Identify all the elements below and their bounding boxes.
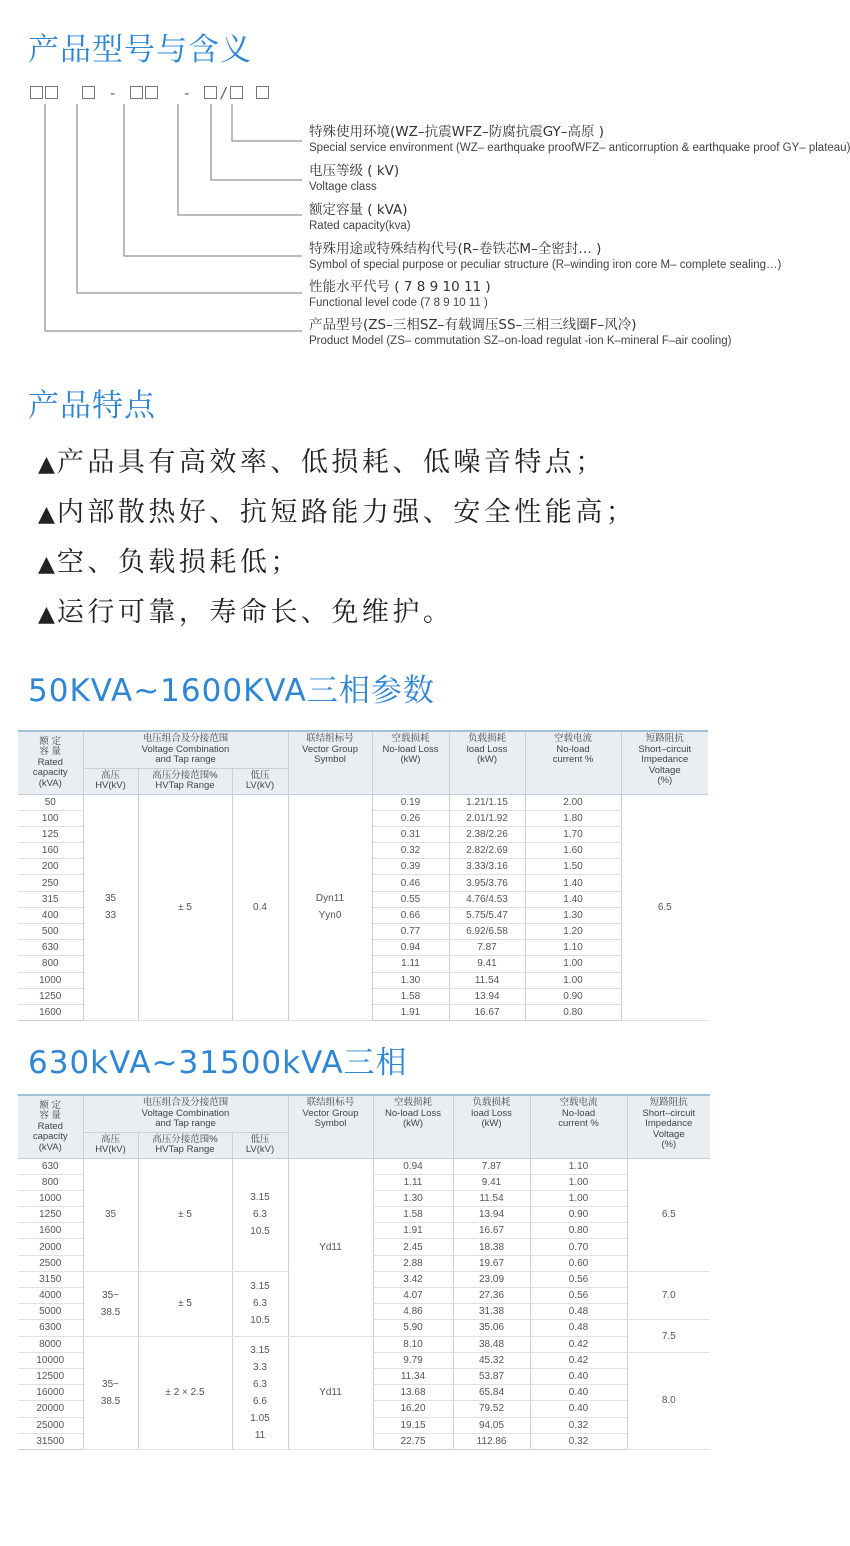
section-title-model: 产品型号与含义 bbox=[28, 32, 252, 68]
cell-no-load-current: 0.90 bbox=[525, 988, 621, 1004]
cell-hv-tap: ± 5 bbox=[138, 1271, 232, 1336]
desc-cn: 性能水平代号 ( 7 8 9 10 11 ) bbox=[309, 279, 491, 295]
cell-no-load-loss: 1.91 bbox=[373, 1223, 453, 1239]
cell-load-loss: 23.09 bbox=[453, 1271, 530, 1287]
cell-no-load-current: 0.48 bbox=[530, 1304, 627, 1320]
cell-no-load-loss: 9.79 bbox=[373, 1352, 453, 1368]
cell-no-load-current: 1.30 bbox=[525, 907, 621, 923]
feature-text: 内部散热好、抗短路能力强、安全性能高； bbox=[56, 497, 637, 528]
col-lv: 低压 LV(kV) bbox=[232, 768, 288, 794]
cell-impedance: 7.0 bbox=[627, 1271, 710, 1320]
cell-hv-tap: ± 2 × 2.5 bbox=[138, 1336, 232, 1449]
desc-cn: 产品型号(ZS–三相SZ–有载调压SS–三相三线圈F–风冷) bbox=[309, 317, 637, 333]
cell-no-load-current: 1.00 bbox=[525, 972, 621, 988]
col-vector: 联结组标号 Vector Group Symbol bbox=[288, 1095, 373, 1158]
cell-capacity: 4000 bbox=[18, 1288, 83, 1304]
cell-no-load-current: 0.56 bbox=[530, 1288, 627, 1304]
section-title-table2: 630kVA~31500kVA三相 bbox=[28, 1045, 408, 1081]
cell-no-load-loss: 1.11 bbox=[372, 956, 449, 972]
feature-item bbox=[38, 443, 636, 493]
cell-hv: 35~ 38.5 bbox=[83, 1336, 138, 1449]
cell-capacity: 12500 bbox=[18, 1368, 83, 1384]
cell-no-load-current: 1.40 bbox=[525, 875, 621, 891]
cell-load-loss: 31.38 bbox=[453, 1304, 530, 1320]
cell-capacity: 630 bbox=[18, 1158, 83, 1174]
cell-no-load-loss: 1.30 bbox=[373, 1190, 453, 1206]
cell-no-load-loss: 0.31 bbox=[372, 826, 449, 842]
code-desc-environment bbox=[309, 124, 850, 156]
cell-capacity: 160 bbox=[18, 843, 83, 859]
code-desc-structure bbox=[309, 241, 782, 273]
cell-no-load-current: 1.40 bbox=[525, 891, 621, 907]
table-row bbox=[18, 1336, 710, 1352]
cell-capacity: 20000 bbox=[18, 1401, 83, 1417]
cell-capacity: 10000 bbox=[18, 1352, 83, 1368]
cell-no-load-current: 1.20 bbox=[525, 924, 621, 940]
cell-capacity: 31500 bbox=[18, 1433, 83, 1449]
col-no-load-current: 空载电流 No-load current % bbox=[525, 731, 621, 794]
cell-load-loss: 112.86 bbox=[453, 1433, 530, 1449]
col-hv-tap: 高压分接范围% HVTap Range bbox=[138, 1132, 232, 1158]
cell-capacity: 1600 bbox=[18, 1004, 83, 1020]
cell-no-load-current: 1.50 bbox=[525, 859, 621, 875]
triangle-bullet-icon: ▲ bbox=[38, 602, 55, 627]
cell-no-load-loss: 11.34 bbox=[373, 1368, 453, 1384]
cell-capacity: 800 bbox=[18, 1174, 83, 1190]
cell-no-load-loss: 2.45 bbox=[373, 1239, 453, 1255]
cell-load-loss: 1.21/1.15 bbox=[449, 794, 525, 810]
col-impedance: 短路阻抗 Short–circuit Impedance Voltage (%) bbox=[621, 731, 708, 794]
cell-capacity: 2000 bbox=[18, 1239, 83, 1255]
feature-item bbox=[38, 543, 636, 593]
cell-no-load-current: 1.10 bbox=[530, 1158, 627, 1174]
cell-no-load-current: 0.80 bbox=[530, 1223, 627, 1239]
desc-en: Rated capacity(kva) bbox=[309, 220, 411, 232]
cell-capacity: 315 bbox=[18, 891, 83, 907]
cell-no-load-current: 0.42 bbox=[530, 1352, 627, 1368]
cell-no-load-loss: 0.55 bbox=[372, 891, 449, 907]
cell-no-load-loss: 4.07 bbox=[373, 1288, 453, 1304]
cell-no-load-current: 1.00 bbox=[530, 1190, 627, 1206]
cell-capacity: 8000 bbox=[18, 1336, 83, 1352]
code-desc-voltage bbox=[309, 163, 721, 195]
cell-no-load-current: 2.00 bbox=[525, 794, 621, 810]
table-body bbox=[18, 1158, 710, 1449]
cell-load-loss: 79.52 bbox=[453, 1401, 530, 1417]
cell-capacity: 16000 bbox=[18, 1385, 83, 1401]
desc-cn: 特殊使用环境(WZ–抗震WFZ–防腐抗震GY–高原 ) bbox=[309, 124, 605, 140]
cell-no-load-current: 0.56 bbox=[530, 1271, 627, 1287]
cell-load-loss: 18.38 bbox=[453, 1239, 530, 1255]
cell-load-loss: 45.32 bbox=[453, 1352, 530, 1368]
code-desc-capacity bbox=[309, 202, 721, 234]
cell-capacity: 500 bbox=[18, 924, 83, 940]
cell-no-load-current: 0.90 bbox=[530, 1207, 627, 1223]
section-title-table1: 50KVA~1600KVA三相参数 bbox=[28, 673, 435, 709]
cell-no-load-loss: 0.77 bbox=[372, 924, 449, 940]
cell-capacity: 25000 bbox=[18, 1417, 83, 1433]
cell-no-load-loss: 0.94 bbox=[372, 940, 449, 956]
cell-no-load-loss: 3.42 bbox=[373, 1271, 453, 1287]
cell-no-load-current: 0.32 bbox=[530, 1417, 627, 1433]
cell-no-load-current: 1.70 bbox=[525, 826, 621, 842]
cell-capacity: 100 bbox=[18, 810, 83, 826]
cell-capacity: 50 bbox=[18, 794, 83, 810]
cell-load-loss: 13.94 bbox=[453, 1207, 530, 1223]
feature-text: 运行可靠，寿命长、免维护。 bbox=[56, 597, 454, 628]
col-load-loss: 负载损耗 load Loss (kW) bbox=[449, 731, 525, 794]
cell-load-loss: 11.54 bbox=[453, 1190, 530, 1206]
cell-hv: 35 bbox=[83, 1158, 138, 1271]
cell-load-loss: 19.67 bbox=[453, 1255, 530, 1271]
table-row bbox=[18, 794, 708, 810]
cell-vector: Yd11 bbox=[288, 1336, 373, 1449]
cell-load-loss: 7.87 bbox=[449, 940, 525, 956]
col-lv: 低压 LV(kV) bbox=[232, 1132, 288, 1158]
cell-no-load-current: 0.32 bbox=[530, 1433, 627, 1449]
triangle-bullet-icon: ▲ bbox=[38, 552, 55, 577]
cell-load-loss: 9.41 bbox=[449, 956, 525, 972]
triangle-bullet-icon: ▲ bbox=[38, 452, 55, 477]
cell-load-loss: 11.54 bbox=[449, 972, 525, 988]
code-slash: / bbox=[219, 84, 231, 102]
cell-capacity: 1250 bbox=[18, 1207, 83, 1223]
cell-no-load-loss: 5.90 bbox=[373, 1320, 453, 1336]
cell-no-load-loss: 1.11 bbox=[373, 1174, 453, 1190]
cell-capacity: 125 bbox=[18, 826, 83, 842]
cell-no-load-loss: 19.15 bbox=[373, 1417, 453, 1433]
cell-load-loss: 3.95/3.76 bbox=[449, 875, 525, 891]
cell-no-load-loss: 1.30 bbox=[372, 972, 449, 988]
table-body bbox=[18, 794, 708, 1021]
triangle-bullet-icon: ▲ bbox=[38, 502, 55, 527]
cell-load-loss: 2.82/2.69 bbox=[449, 843, 525, 859]
cell-load-loss: 94.05 bbox=[453, 1417, 530, 1433]
code-dash: - bbox=[182, 84, 194, 102]
col-hv: 高压 HV(kV) bbox=[83, 1132, 138, 1158]
cell-no-load-loss: 22.75 bbox=[373, 1433, 453, 1449]
desc-cn: 额定容量 ( kVA) bbox=[309, 202, 408, 218]
cell-capacity: 1000 bbox=[18, 972, 83, 988]
cell-no-load-loss: 0.19 bbox=[372, 794, 449, 810]
cell-no-load-current: 1.10 bbox=[525, 940, 621, 956]
cell-hv-tap: ± 5 bbox=[138, 1158, 232, 1271]
cell-no-load-current: 0.70 bbox=[530, 1239, 627, 1255]
cell-no-load-loss: 0.94 bbox=[373, 1158, 453, 1174]
col-no-load-loss: 空载损耗 No-load Loss (kW) bbox=[372, 731, 449, 794]
cell-impedance: 7.5 bbox=[627, 1320, 710, 1352]
cell-load-loss: 53.87 bbox=[453, 1368, 530, 1384]
col-impedance: 短路阻抗 Short–circuit Impedance Voltage (%) bbox=[627, 1095, 710, 1158]
cell-capacity: 1000 bbox=[18, 1190, 83, 1206]
cell-load-loss: 16.67 bbox=[453, 1223, 530, 1239]
cell-no-load-current: 1.60 bbox=[525, 843, 621, 859]
cell-vector: Dyn11 Yyn0 bbox=[288, 794, 372, 1021]
cell-lv: 3.15 6.3 10.5 bbox=[232, 1158, 288, 1271]
feature-item bbox=[38, 493, 636, 543]
code-desc-model bbox=[309, 317, 732, 349]
cell-capacity: 630 bbox=[18, 940, 83, 956]
col-no-load-loss: 空载损耗 No-load Loss (kW) bbox=[373, 1095, 453, 1158]
cell-no-load-loss: 0.66 bbox=[372, 907, 449, 923]
col-voltage-combo: 电压组合及分接范围 Voltage Combination and Tap range bbox=[83, 1095, 288, 1132]
cell-load-loss: 9.41 bbox=[453, 1174, 530, 1190]
cell-capacity: 400 bbox=[18, 907, 83, 923]
cell-load-loss: 65.84 bbox=[453, 1385, 530, 1401]
col-capacity: 额 定 容 量 Rated capacity (kVA) bbox=[18, 1095, 83, 1158]
desc-en: Voltage class bbox=[309, 181, 377, 193]
cell-no-load-current: 1.00 bbox=[525, 956, 621, 972]
cell-no-load-current: 1.80 bbox=[525, 810, 621, 826]
cell-lv: 3.15 3.3 6.3 6.6 1.05 11 bbox=[232, 1336, 288, 1449]
cell-capacity: 800 bbox=[18, 956, 83, 972]
cell-hv-tap: ± 5 bbox=[138, 794, 232, 1021]
cell-no-load-loss: 1.58 bbox=[372, 988, 449, 1004]
cell-capacity: 250 bbox=[18, 875, 83, 891]
cell-no-load-loss: 2.88 bbox=[373, 1255, 453, 1271]
cell-hv: 35~ 38.5 bbox=[83, 1271, 138, 1336]
cell-hv: 35 33 bbox=[83, 794, 138, 1021]
cell-capacity: 6300 bbox=[18, 1320, 83, 1336]
cell-no-load-loss: 1.91 bbox=[372, 1004, 449, 1020]
cell-lv: 0.4 bbox=[232, 794, 288, 1021]
table-row bbox=[18, 1158, 710, 1174]
cell-capacity: 1250 bbox=[18, 988, 83, 1004]
cell-capacity: 1600 bbox=[18, 1223, 83, 1239]
cell-impedance: 6.5 bbox=[621, 794, 708, 1021]
cell-no-load-current: 0.40 bbox=[530, 1385, 627, 1401]
cell-load-loss: 16.67 bbox=[449, 1004, 525, 1020]
col-hv: 高压 HV(kV) bbox=[83, 768, 138, 794]
code-dash: - bbox=[108, 84, 120, 102]
cell-no-load-current: 0.60 bbox=[530, 1255, 627, 1271]
feature-item bbox=[38, 593, 636, 643]
cell-no-load-current: 0.40 bbox=[530, 1401, 627, 1417]
cell-capacity: 3150 bbox=[18, 1271, 83, 1287]
desc-en: Product Model (ZS– commutation SZ–on-load regulat -ion K–mineral F–air cooling) bbox=[309, 335, 732, 347]
cell-load-loss: 5.75/5.47 bbox=[449, 907, 525, 923]
col-no-load-current: 空载电流 No-load current % bbox=[530, 1095, 627, 1158]
cell-load-loss: 35.06 bbox=[453, 1320, 530, 1336]
cell-no-load-loss: 0.32 bbox=[372, 843, 449, 859]
section-title-features: 产品特点 bbox=[28, 388, 156, 424]
desc-en: Functional level code (7 8 9 10 11 ) bbox=[309, 297, 488, 309]
desc-cn: 电压等级 ( kV) bbox=[309, 163, 400, 179]
code-desc-level bbox=[309, 279, 721, 311]
cell-load-loss: 2.38/2.26 bbox=[449, 826, 525, 842]
cell-load-loss: 27.36 bbox=[453, 1288, 530, 1304]
cell-load-loss: 4.76/4.53 bbox=[449, 891, 525, 907]
col-capacity: 额 定 容 量 Rated capacity (kVA) bbox=[18, 731, 83, 794]
cell-no-load-current: 1.00 bbox=[530, 1174, 627, 1190]
desc-en: Special service environment (WZ– earthquake proofWFZ– anticorruption & earthquake proof GY– plateau) bbox=[309, 142, 850, 154]
cell-no-load-current: 0.48 bbox=[530, 1320, 627, 1336]
desc-cn: 特殊用途或特殊结构代号(R–卷铁芯M–全密封… ) bbox=[309, 241, 602, 257]
spec-table-small bbox=[18, 730, 708, 1021]
cell-no-load-loss: 1.58 bbox=[373, 1207, 453, 1223]
cell-load-loss: 38.48 bbox=[453, 1336, 530, 1352]
col-load-loss: 负载损耗 load Loss (kW) bbox=[453, 1095, 530, 1158]
cell-no-load-current: 0.42 bbox=[530, 1336, 627, 1352]
cell-no-load-loss: 16.20 bbox=[373, 1401, 453, 1417]
cell-load-loss: 7.87 bbox=[453, 1158, 530, 1174]
cell-load-loss: 13.94 bbox=[449, 988, 525, 1004]
desc-en: Symbol of special purpose or peculiar structure (R–winding iron core M– complete sealing…) bbox=[309, 259, 782, 271]
spec-table-large bbox=[18, 1094, 710, 1450]
cell-no-load-loss: 0.39 bbox=[372, 859, 449, 875]
cell-no-load-loss: 13.68 bbox=[373, 1385, 453, 1401]
cell-impedance: 6.5 bbox=[627, 1158, 710, 1271]
cell-no-load-loss: 0.46 bbox=[372, 875, 449, 891]
cell-no-load-current: 0.80 bbox=[525, 1004, 621, 1020]
feature-text: 空、负载损耗低； bbox=[56, 547, 301, 578]
col-vector: 联结组标号 Vector Group Symbol bbox=[288, 731, 372, 794]
col-hv-tap: 高压分接范围% HVTap Range bbox=[138, 768, 232, 794]
cell-load-loss: 3.33/3.16 bbox=[449, 859, 525, 875]
cell-load-loss: 6.92/6.58 bbox=[449, 924, 525, 940]
cell-no-load-current: 0.40 bbox=[530, 1368, 627, 1384]
feature-list bbox=[38, 443, 636, 643]
feature-text: 产品具有高效率、低损耗、低噪音特点； bbox=[56, 447, 606, 478]
cell-no-load-loss: 4.86 bbox=[373, 1304, 453, 1320]
cell-no-load-loss: 0.26 bbox=[372, 810, 449, 826]
col-voltage-combo: 电压组合及分接范围 Voltage Combination and Tap range bbox=[83, 731, 288, 768]
cell-no-load-loss: 8.10 bbox=[373, 1336, 453, 1352]
cell-vector: Yd11 bbox=[288, 1158, 373, 1336]
cell-capacity: 5000 bbox=[18, 1304, 83, 1320]
cell-lv: 3.15 6.3 10.5 bbox=[232, 1271, 288, 1336]
cell-capacity: 2500 bbox=[18, 1255, 83, 1271]
cell-capacity: 200 bbox=[18, 859, 83, 875]
cell-load-loss: 2.01/1.92 bbox=[449, 810, 525, 826]
cell-impedance: 8.0 bbox=[627, 1352, 710, 1449]
